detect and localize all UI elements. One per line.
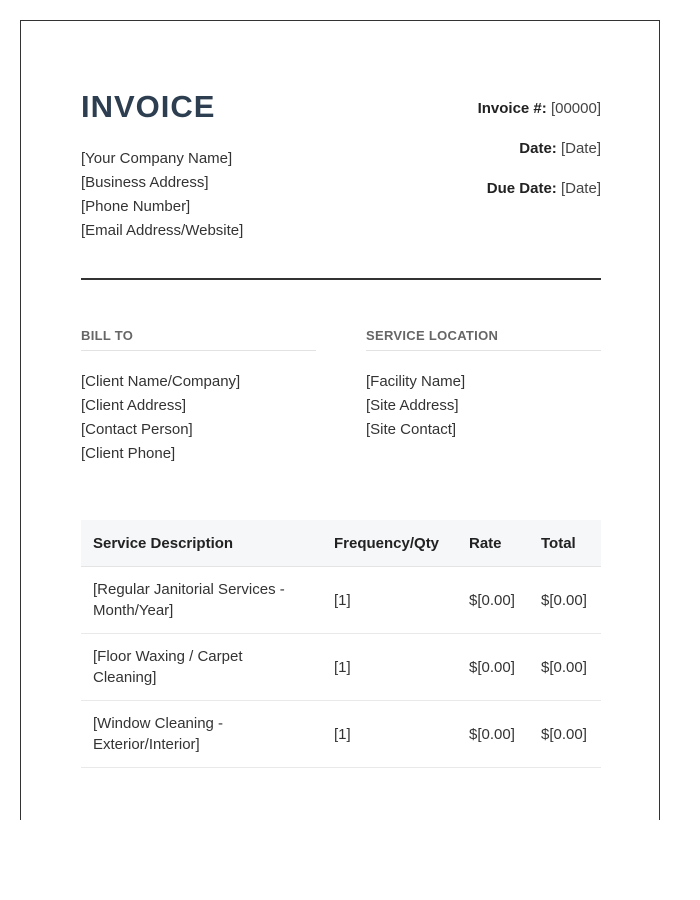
row-rate: $[0.00] xyxy=(457,567,529,634)
row-qty: [1] xyxy=(322,567,457,634)
company-address: [Business Address] xyxy=(81,174,209,191)
client-phone: [Client Phone] xyxy=(81,445,176,462)
table-row xyxy=(81,701,601,768)
header-description: Service Description xyxy=(81,520,322,567)
company-email: [Email Address/Website] xyxy=(81,222,244,239)
invoice-content xyxy=(81,21,601,768)
invoice-title: INVOICE xyxy=(81,89,216,124)
row-rate: $[0.00] xyxy=(457,634,529,701)
due-date-row xyxy=(478,179,601,199)
due-date-value: [Date] xyxy=(560,180,601,197)
row-total: $[0.00] xyxy=(529,701,601,768)
invoice-meta xyxy=(478,99,601,219)
site-address: [Site Address] xyxy=(366,397,459,414)
service-location-block xyxy=(366,328,601,442)
services-table xyxy=(81,520,601,768)
invoice-number-label: Invoice #: xyxy=(477,100,547,117)
row-qty: [1] xyxy=(322,634,457,701)
row-rate: $[0.00] xyxy=(457,701,529,768)
invoice-date-value: [Date] xyxy=(560,140,601,157)
site-contact: [Site Contact] xyxy=(366,421,457,438)
row-description: [Regular Janitorial Services - Month/Year] xyxy=(81,567,322,634)
header-rate: Rate xyxy=(457,520,529,567)
invoice-page xyxy=(20,20,660,820)
invoice-number-row xyxy=(478,99,601,119)
services-table-body xyxy=(81,567,601,768)
row-qty: [1] xyxy=(322,701,457,768)
row-description: [Window Cleaning - Exterior/Interior] xyxy=(81,701,322,768)
header-total: Total xyxy=(529,520,601,567)
bill-to-block xyxy=(81,328,316,466)
table-row xyxy=(81,567,601,634)
services-table-head xyxy=(81,520,601,567)
company-info xyxy=(81,147,243,243)
bill-to-lines xyxy=(81,370,316,466)
invoice-header xyxy=(81,21,601,280)
invoice-date-row xyxy=(478,139,601,159)
bill-to-heading: BILL TO xyxy=(81,328,316,351)
row-total: $[0.00] xyxy=(529,634,601,701)
service-location-lines xyxy=(366,370,601,442)
header-qty: Frequency/Qty xyxy=(322,520,457,567)
service-location-heading: SERVICE LOCATION xyxy=(366,328,601,351)
facility-name: [Facility Name] xyxy=(366,373,466,390)
company-name: [Your Company Name] xyxy=(81,150,233,167)
company-phone: [Phone Number] xyxy=(81,198,191,215)
due-date-label: Due Date: xyxy=(486,180,557,197)
table-header-row xyxy=(81,520,601,567)
invoice-date-label: Date: xyxy=(519,140,557,157)
client-name: [Client Name/Company] xyxy=(81,373,241,390)
client-contact: [Contact Person] xyxy=(81,421,193,438)
table-row xyxy=(81,634,601,701)
row-total: $[0.00] xyxy=(529,567,601,634)
client-address: [Client Address] xyxy=(81,397,187,414)
invoice-number-value: [00000] xyxy=(550,100,601,117)
parties-section xyxy=(81,280,601,520)
row-description: [Floor Waxing / Carpet Cleaning] xyxy=(81,634,322,701)
